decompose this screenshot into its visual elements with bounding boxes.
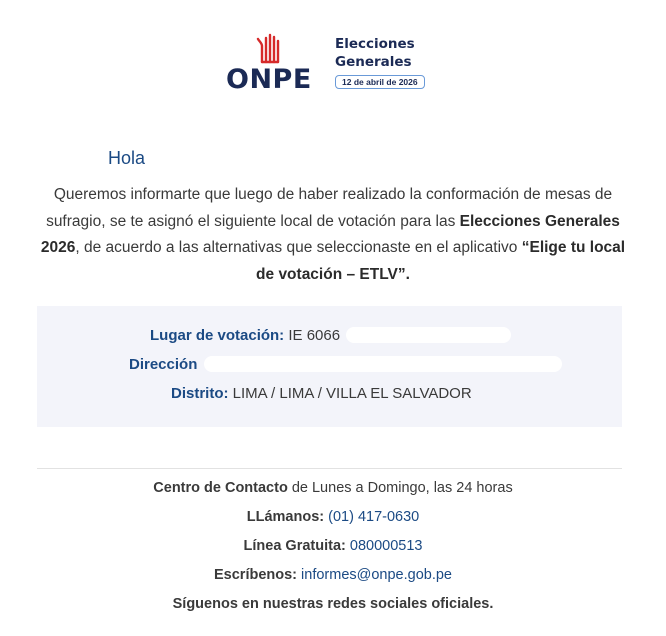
social-line <box>0 594 666 614</box>
voting-info-box <box>37 306 622 427</box>
raised-hand-icon <box>254 32 294 64</box>
email-link[interactable]: informes@onpe.gob.pe <box>301 567 452 583</box>
district-label: Distrito: <box>171 385 229 402</box>
district-row <box>171 384 472 404</box>
redacted-block <box>204 356 562 372</box>
intro-text-1: Queremos informarte que luego de haber realizado la conformación de mesas de sufragio, se te asignó el siguiente local de votación para las <box>46 186 613 230</box>
voting-place-value: IE 6066 <box>288 327 341 344</box>
event-title-line2: Generales <box>335 54 412 70</box>
contact-center-line <box>0 478 666 498</box>
district-value: LIMA / LIMA / VILLA EL SALVADOR <box>232 385 472 402</box>
voting-place-label: Lugar de votación: <box>150 327 285 344</box>
email-label: Escríbenos: <box>214 567 297 583</box>
toll-free-line <box>0 536 666 556</box>
intro-bold-app: “Elige tu local de votación – ETLV”. <box>256 239 626 283</box>
phone-label: LLámanos: <box>246 509 325 525</box>
intro-paragraph <box>30 182 636 288</box>
event-date-tag: 12 de abril de 2026 <box>335 75 425 89</box>
phone-line <box>0 507 666 527</box>
address-row <box>129 355 562 375</box>
contact-center-hours: de Lunes a Domingo, las 24 horas <box>287 480 513 496</box>
event-title-line1: Elecciones <box>335 36 415 52</box>
divider <box>37 468 622 469</box>
phone-link[interactable]: (01) 417-0630 <box>328 509 420 525</box>
social-text: Síguenos en nuestras redes sociales oficiales. <box>172 596 494 612</box>
address-label: Dirección <box>129 356 198 373</box>
voting-place-row <box>150 326 511 346</box>
contact-center-label: Centro de Contacto <box>153 480 288 496</box>
toll-free-label: Línea Gratuita: <box>243 538 346 554</box>
redacted-block <box>346 327 511 343</box>
email-header <box>0 0 666 120</box>
onpe-wordmark: ONPE <box>226 64 312 95</box>
intro-text-2: , de acuerdo a las alternativas que seleccionaste en el aplicativo <box>75 239 522 256</box>
greeting: Hola <box>108 148 146 168</box>
event-badge <box>335 35 425 90</box>
toll-free-link[interactable]: 080000513 <box>349 538 423 554</box>
intro-bold-elections: Elecciones Generales 2026 <box>40 212 620 256</box>
email-line <box>0 565 666 585</box>
onpe-logo <box>226 32 336 102</box>
